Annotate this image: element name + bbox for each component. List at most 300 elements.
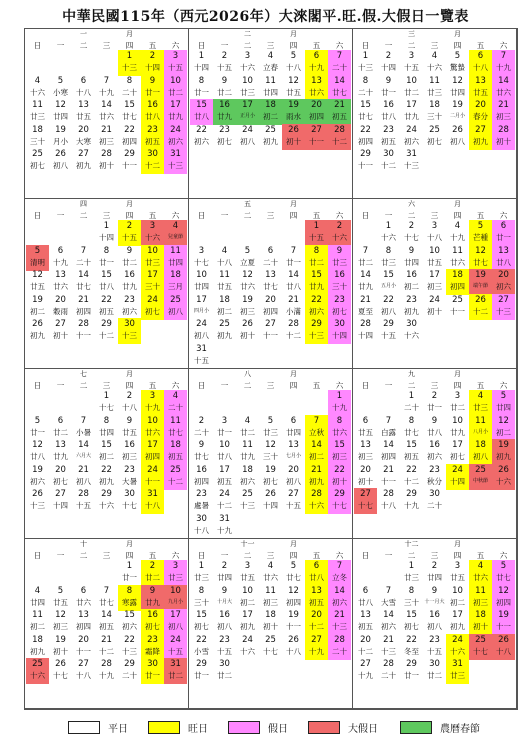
day-cell [72,658,95,684]
day-cell [26,294,49,320]
day-number: 7 [362,245,369,256]
day-number: 19 [498,610,509,620]
day-cell [49,439,72,465]
day-number: 23 [196,489,207,499]
day-cell [213,415,236,441]
day-number: 31 [196,343,207,354]
weekday-label: 六 [499,211,508,220]
day-number: 27 [78,659,89,669]
lunar-date: 十二 [99,331,114,340]
day-cell [26,269,49,295]
lunar-date: 十一 [358,161,373,170]
weekday-label: 二 [243,381,252,390]
day-number: 26 [242,319,253,329]
lunar-date: 廿七 [473,257,488,267]
day-cell [236,50,259,76]
weekday-label: 三 [102,551,111,560]
lunar-date: 廿一 [286,257,301,267]
day-cell [354,415,377,441]
day-cell [190,99,213,125]
lunar-date: 廿九 [309,282,324,291]
day-number: 20 [265,294,276,305]
day-number: 14 [101,100,112,110]
day-cell [141,220,164,246]
lunar-date: 十一 [76,646,91,656]
day-number: 27 [498,294,509,305]
lunar-date: 初四 [76,622,91,631]
day-cell [423,634,446,660]
day-number: 10 [170,585,181,596]
month-block-4 [25,199,189,369]
lunar-date: 初四 [450,282,465,291]
day-cell [492,634,515,660]
day-cell [72,634,95,660]
lunar-date: 三月 [168,282,183,291]
weekday-label: 四 [125,41,134,50]
lunar-date: 十四 [99,233,114,242]
day-cell [492,560,515,586]
lunar-date: 十五 [217,63,232,72]
day-cell [400,220,423,246]
month-name: 四 [80,200,87,208]
day-cell [305,294,328,320]
day-cell [72,269,95,295]
month-suffix: 月 [126,370,133,378]
day-cell [259,124,282,150]
lunar-date: 正月小 [239,113,255,119]
day-number: 15 [196,610,207,620]
lunar-date: 夏至 [358,306,373,316]
day-number: 28 [334,634,345,645]
day-cell [164,390,187,416]
day-cell [49,99,72,125]
lunar-date: 十一 [145,476,160,486]
lunar-date: 初七 [427,136,442,146]
lunar-date: 廿七 [168,427,183,437]
day-number: 2 [408,221,415,231]
day-cell [213,634,236,660]
day-cell [118,50,141,76]
day-cell [26,488,49,514]
legend-item [148,720,208,735]
day-number: 29 [360,149,371,159]
lunar-date: 處暑 [194,501,209,510]
lunar-date: 初十 [496,136,511,146]
day-number: 10 [196,270,207,280]
day-cell [423,415,446,441]
day-number: 7 [290,245,297,256]
lunar-date: 十六 [496,476,511,486]
day-number: 25 [219,319,230,329]
day-cell [141,415,164,441]
lunar-date: 廿九 [240,452,255,461]
lunar-date: 初八 [194,331,209,340]
day-cell [400,124,423,150]
month-block-12 [353,539,517,709]
lunar-date: 初四 [358,136,373,146]
day-cell [95,220,118,246]
weekday-label: 四 [453,551,462,560]
day-cell [328,75,351,101]
weekday-label: 二 [243,551,252,560]
day-number: 31 [170,149,181,159]
lunar-date: 初九 [240,622,255,631]
lunar-date: 初八 [286,476,301,486]
day-number: 18 [170,440,181,450]
day-cell [141,124,164,150]
lunar-date: 二月小 [449,113,465,119]
lunar-date: 初七 [145,622,160,631]
day-number: 8 [103,415,110,426]
day-cell [259,294,282,320]
lunar-date: 初七 [30,161,45,170]
day-number: 13 [360,440,371,450]
day-cell [72,99,95,125]
day-cell [446,439,469,465]
day-cell [400,390,423,416]
day-number: 14 [334,75,345,86]
day-number: 29 [383,319,394,329]
day-number: 6 [267,245,274,256]
lunar-date: 廿六 [473,573,488,582]
day-cell [236,609,259,635]
day-cell [282,415,305,441]
day-number: 8 [362,75,369,86]
day-cell [95,658,118,684]
day-number: 20 [475,100,486,110]
month-suffix: 月 [290,200,297,208]
lunar-date: 廿四 [286,427,301,437]
day-cell [26,585,49,611]
lunar-date: 廿一 [217,427,232,437]
day-cell [400,99,423,125]
day-cell [423,488,446,514]
lunar-date: 廿五 [286,87,301,97]
day-cell [305,99,328,125]
weekday-label: 六 [171,551,180,560]
lunar-date: 廿六 [145,427,160,437]
lunar-date: 廿四 [194,282,209,291]
lunar-date: 初八 [217,622,232,631]
day-cell [190,294,213,320]
day-cell [305,560,328,586]
day-number: 24 [242,124,253,135]
lunar-date: 二十 [122,87,137,97]
day-cell [259,318,282,344]
lunar-date: 大寒 [76,136,91,146]
lunar-date: 端午節 [472,283,488,289]
day-number: 1 [126,561,133,571]
day-cell [26,609,49,635]
lunar-date: 十五 [76,501,91,510]
day-number: 2 [385,51,392,61]
lunar-date: 十八 [427,233,442,242]
day-number: 24 [170,634,181,645]
day-number: 16 [219,100,230,110]
day-number: 23 [406,294,417,305]
weekday-label: 三 [266,211,275,220]
weekday-label: 六 [335,381,344,390]
lunar-date: 廿四 [427,573,442,582]
day-number: 25 [265,634,276,645]
day-number: 14 [78,440,89,450]
day-cell [164,220,187,246]
day-cell [259,75,282,101]
day-cell [354,658,377,684]
lunar-date: 十四 [358,331,373,340]
lunar-date: 十一 [76,331,91,340]
lunar-date: 六月大 [75,453,91,459]
lunar-date: 十九 [450,233,465,242]
day-cell [354,50,377,76]
day-cell [95,148,118,174]
lunar-date: 廿三 [450,671,465,680]
lunar-date: 十二 [217,501,232,510]
day-number: 21 [311,464,322,475]
day-number: 22 [383,294,394,305]
day-number: 30 [124,489,135,499]
weekday-label: 四 [289,551,298,560]
day-cell [282,318,305,344]
day-number: 10 [452,415,463,426]
day-cell [469,245,492,271]
day-number: 19 [265,464,276,475]
day-number: 13 [78,610,89,620]
day-cell [446,220,469,246]
lunar-date: 初四 [263,306,278,316]
lunar-date: 初九 [76,161,91,170]
day-cell [305,50,328,76]
lunar-date: 廿二 [217,87,232,97]
day-number: 7 [336,51,343,61]
day-number: 20 [360,634,371,645]
month-name: 八 [244,370,251,378]
lunar-date: 廿二 [404,87,419,97]
lunar-date: 十二 [473,306,488,316]
month-block-6 [353,199,517,369]
day-cell [354,124,377,150]
day-number: 10 [242,585,253,596]
day-cell [95,294,118,320]
day-cell [164,294,187,320]
day-number: 27 [311,124,322,135]
day-number: 11 [475,415,486,426]
month-block-9 [353,369,517,539]
day-cell [282,75,305,101]
weekday-label: 四 [453,381,462,390]
day-cell [446,99,469,125]
day-number: 6 [57,245,64,256]
day-cell [423,245,446,271]
day-cell [282,585,305,611]
day-cell [400,464,423,490]
day-cell [259,50,282,76]
day-number: 18 [475,440,486,450]
lunar-date: 初八 [381,306,396,316]
day-cell [305,609,328,635]
month-block-10 [25,539,189,709]
lunar-date: 廿三 [194,573,209,582]
day-number: 21 [288,294,299,305]
day-cell [354,318,377,344]
day-cell [446,75,469,101]
lunar-date: 十七 [473,646,488,656]
lunar-date: 廿一 [145,671,160,680]
day-cell [305,318,328,344]
day-number: 20 [311,100,322,110]
lunar-date: 十二 [309,622,324,631]
day-cell [305,439,328,465]
day-cell [141,245,164,271]
day-number: 4 [172,391,179,401]
lunar-date: 初五 [145,136,160,146]
day-number: 6 [313,561,320,571]
day-cell [49,464,72,490]
lunar-date: 初六 [30,476,45,486]
day-cell [305,245,328,271]
day-number: 9 [385,75,392,86]
day-cell [118,634,141,660]
day-number: 10 [147,415,158,426]
weekday-label: 日 [33,551,42,560]
lunar-date: 廿三 [30,112,45,121]
day-cell [141,609,164,635]
lunar-date: 初三 [263,597,278,607]
day-cell [328,124,351,150]
day-number: 15 [101,440,112,450]
lunar-date: 廿二 [427,671,442,680]
day-number: 6 [362,585,369,596]
day-number: 3 [149,221,156,231]
day-cell [446,634,469,660]
day-cell [95,634,118,660]
lunar-date: 十二 [99,646,114,656]
day-cell [259,634,282,660]
lunar-date: 初二 [30,306,45,316]
day-number: 12 [288,585,299,596]
day-cell [423,390,446,416]
weekday-label: 六 [171,41,180,50]
day-cell [377,245,400,271]
day-cell [354,75,377,101]
day-number: 11 [475,585,486,596]
day-number: 30 [406,319,417,329]
day-number: 15 [406,610,417,620]
weekday-label: 一 [56,211,65,220]
day-cell [213,464,236,490]
day-cell [118,390,141,416]
weekday-label: 二 [407,211,416,220]
day-cell [354,609,377,635]
day-number: 21 [498,100,509,110]
day-number: 2 [149,51,156,61]
day-number: 2 [149,561,156,571]
day-cell [469,269,492,295]
lunar-date: 廿六 [263,573,278,582]
day-number: 1 [198,561,205,571]
lunar-date: 初六 [122,622,137,631]
day-cell [400,634,423,660]
day-number: 29 [101,319,112,329]
day-number: 5 [290,51,297,61]
day-cell [49,75,72,101]
lunar-date: 初八 [53,161,68,170]
day-number: 22 [196,634,207,645]
lunar-date: 初十 [427,306,442,316]
lunar-date: 冬至 [404,646,419,656]
day-cell [118,488,141,514]
day-number: 11 [242,440,253,450]
day-number: 24 [429,294,440,305]
weekday-label: 二 [407,381,416,390]
day-number: 16 [406,270,417,280]
day-cell [400,585,423,611]
day-cell [305,75,328,101]
day-cell [95,245,118,271]
lunar-date: 三十 [263,452,278,461]
day-number: 26 [475,294,486,305]
lunar-date: 廿一 [496,233,511,242]
day-number: 11 [32,100,43,110]
lunar-date: 十七 [194,257,209,267]
lunar-date: 十八 [286,646,301,656]
day-number: 26 [55,149,66,159]
day-number: 9 [431,585,438,596]
day-number: 31 [170,659,181,669]
lunar-date: 寒露 [122,597,137,607]
day-cell [354,585,377,611]
day-cell [26,439,49,465]
day-number: 6 [362,415,369,426]
day-number: 13 [55,440,66,450]
lunar-date: 廿二 [217,671,232,680]
day-cell [49,585,72,611]
lunar-date: 初六 [496,282,511,291]
day-number: 13 [311,585,322,596]
weekday-label: 三 [430,381,439,390]
lunar-date: 廿五 [122,427,137,437]
weekday-label: 六 [335,551,344,560]
day-number: 9 [431,415,438,426]
day-number: 20 [288,464,299,475]
day-cell [282,634,305,660]
day-cell [26,415,49,441]
lunar-date: 廿八 [145,112,160,121]
lunar-date: 三十 [30,136,45,146]
lunar-date: 初六 [168,136,183,146]
weekday-label: 四 [125,551,134,560]
legend-swatch [228,721,260,734]
day-cell [423,220,446,246]
day-number: 17 [429,270,440,280]
day-number: 21 [78,464,89,475]
day-number: 12 [32,270,43,280]
day-cell [141,439,164,465]
day-number: 4 [267,51,274,61]
day-number: 9 [221,75,228,86]
lunar-date: 初五 [99,306,114,316]
day-number: 22 [101,464,112,475]
day-cell [213,75,236,101]
day-cell [377,415,400,441]
lunar-date: 廿八 [381,112,396,121]
day-number: 4 [454,221,461,231]
day-number: 2 [221,51,228,61]
lunar-date: 廿三 [263,427,278,437]
weekday-label: 一 [220,551,229,560]
lunar-date: 二十 [168,403,183,412]
lunar-date: 三十 [427,112,442,121]
